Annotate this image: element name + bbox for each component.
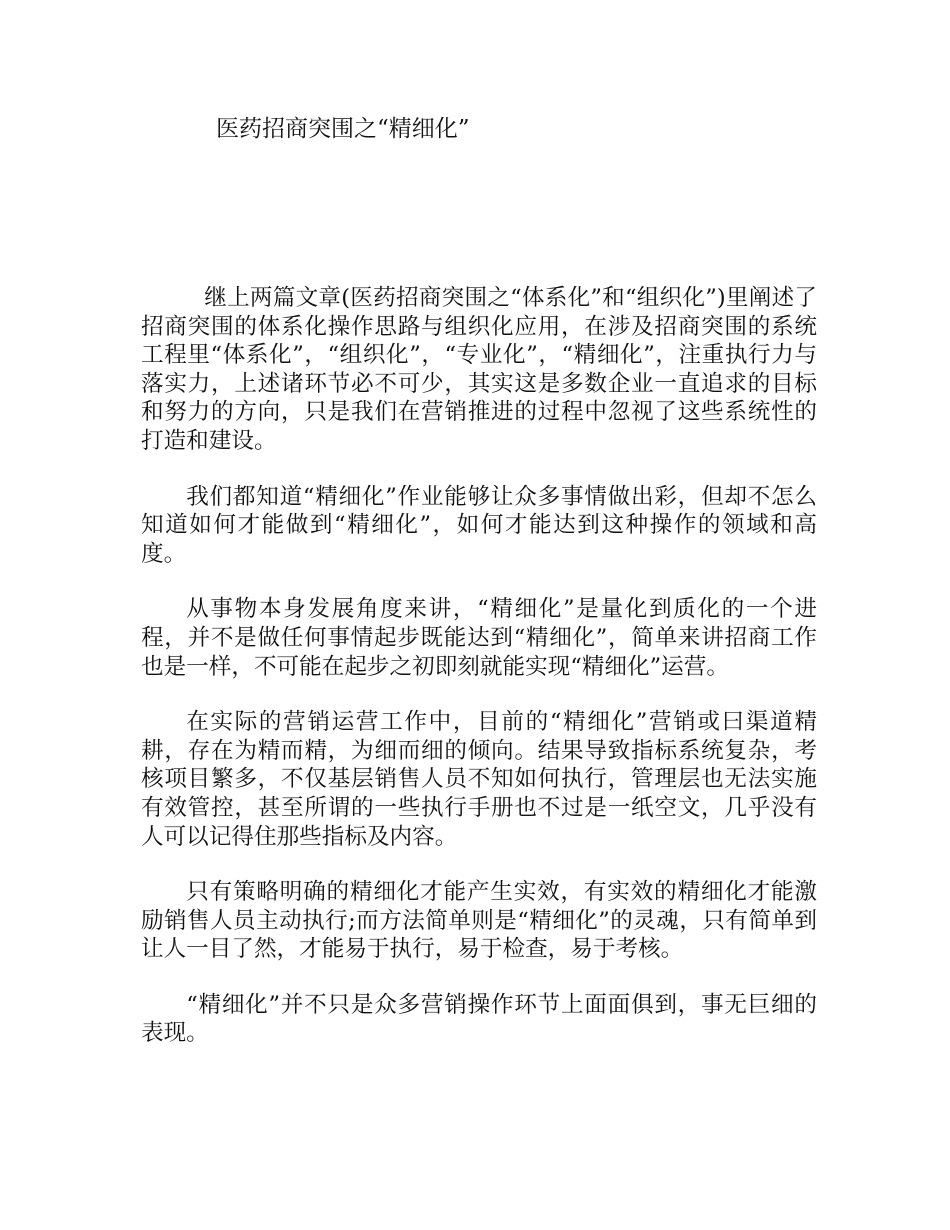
document-title: 医药招商突围之“精细化” [216, 116, 470, 142]
paragraph: 只有策略明确的精细化才能产生实效，有实效的精细化才能激励销售人员主动执行;而方法简单则是“精细化”的灵魂，只有简单到让人一目了然，才能易于执行，易于检查，易于考核。 [141, 879, 817, 963]
paragraph: 继上两篇文章(医药招商突围之“体系化”和“组织化”)里阐述了招商突围的体系化操作思路与组织化应用，在涉及招商突围的系统工程里“体系化”，“组织化”，“专业化”，“精细化”，注重执行力与落实力，上述诸环节必不可少，其实这是多数企业一直追求的目标和努力的方向，只是我们在营销推进的过程中忽视了这些系统性的打造和建设。 [141, 285, 817, 454]
paragraph: “精细化”并不只是众多营销操作环节上面面俱到，事无巨细的表现。 [141, 991, 817, 1047]
paragraph: 在实际的营销运营工作中，目前的“精细化”营销或曰渠道精耕，存在为精而精，为细而细的倾向。结果导致指标系统复杂，考核项目繁多，不仅基层销售人员不知如何执行，管理层也无法实施有效管控，甚至所谓的一些执行手册也不过是一纸空文，几乎没有人可以记得住那些指标及内容。 [141, 709, 817, 850]
paragraph: 从事物本身发展角度来讲，“精细化”是量化到质化的一个进程，并不是做任何事情起步既能达到“精细化”，简单来讲招商工作也是一样，不可能在起步之初即刻就能实现“精细化”运营。 [141, 596, 817, 680]
document-body [141, 284, 817, 1075]
paragraph: 我们都知道“精细化”作业能够让众多事情做出彩，但却不怎么知道如何才能做到“精细化”，如何才能达到这种操作的领域和高度。 [141, 483, 817, 567]
